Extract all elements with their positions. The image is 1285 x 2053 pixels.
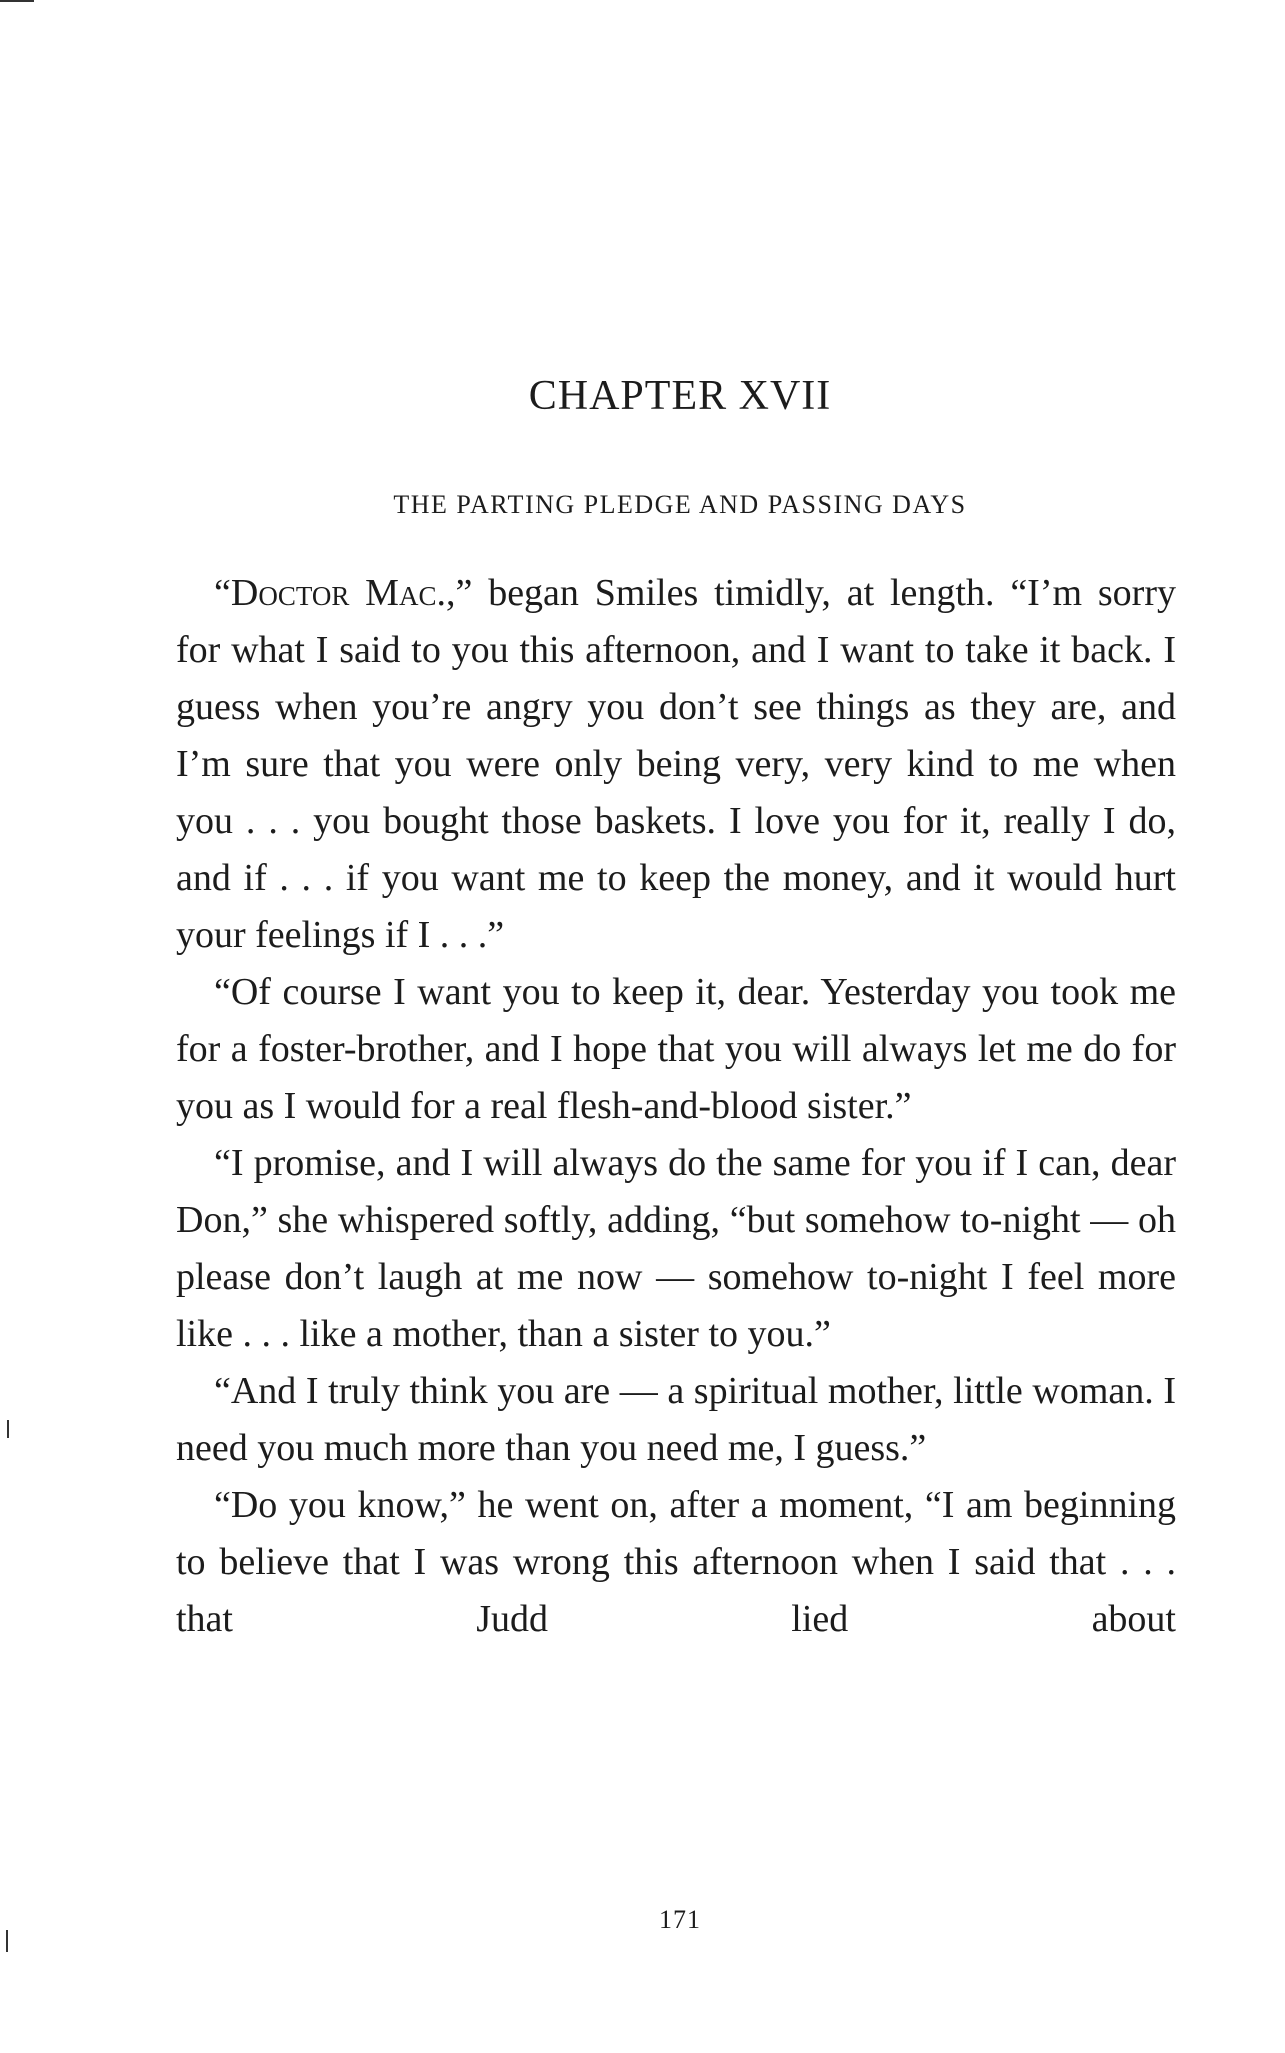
- scan-edge-mark: [7, 1420, 9, 1438]
- paragraph: “Do you know,” he went on, after a moment, “I am beginning to believe that I was wrong this afternoon when I said that . . . that Judd lied about: [176, 1484, 1176, 1640]
- addressee-small-caps: Doctor Mac.: [230, 572, 446, 614]
- chapter-body: [176, 565, 1176, 1648]
- scan-edge-mark: [0, 0, 34, 2]
- paragraph: “I promise, and I will always do the same for you if I can, dear Don,” she whispered softly, adding, “but somehow to-night — oh please don’t laugh at me now — somehow to-night I feel more like . . . like a mother, than a sister to you.”: [176, 1142, 1176, 1355]
- paragraph: [176, 565, 1176, 964]
- page-number: 171: [659, 1905, 701, 1934]
- chapter-title: CHAPTER XVII: [528, 373, 832, 419]
- chapter-subtitle: THE PARTING PLEDGE AND PASSING DAYS: [393, 490, 967, 519]
- scan-edge-mark: [6, 1930, 8, 1952]
- paragraph-text: ,” began Smiles timidly, at length. “I’m sorry for what I said to you this afternoon, and I want to take it back. I guess when you’re angry you don’t see things as they are, and I’m sure that you were only being very, very kind to me when you . . . you bought those baskets. I love you for it, really I do, and if . . . if you want me to keep the money, and it would hurt your feelings if I . . .”: [176, 572, 1176, 956]
- open-quote: “: [214, 572, 231, 614]
- paragraph: “Of course I want you to keep it, dear. Yesterday you took me for a foster-brother, and I hope that you will always let me do for you as I would for a real flesh-and-blood sister.”: [176, 971, 1176, 1127]
- paragraph: “And I truly think you are — a spiritual mother, little woman. I need you much more than you need me, I guess.”: [176, 1370, 1176, 1469]
